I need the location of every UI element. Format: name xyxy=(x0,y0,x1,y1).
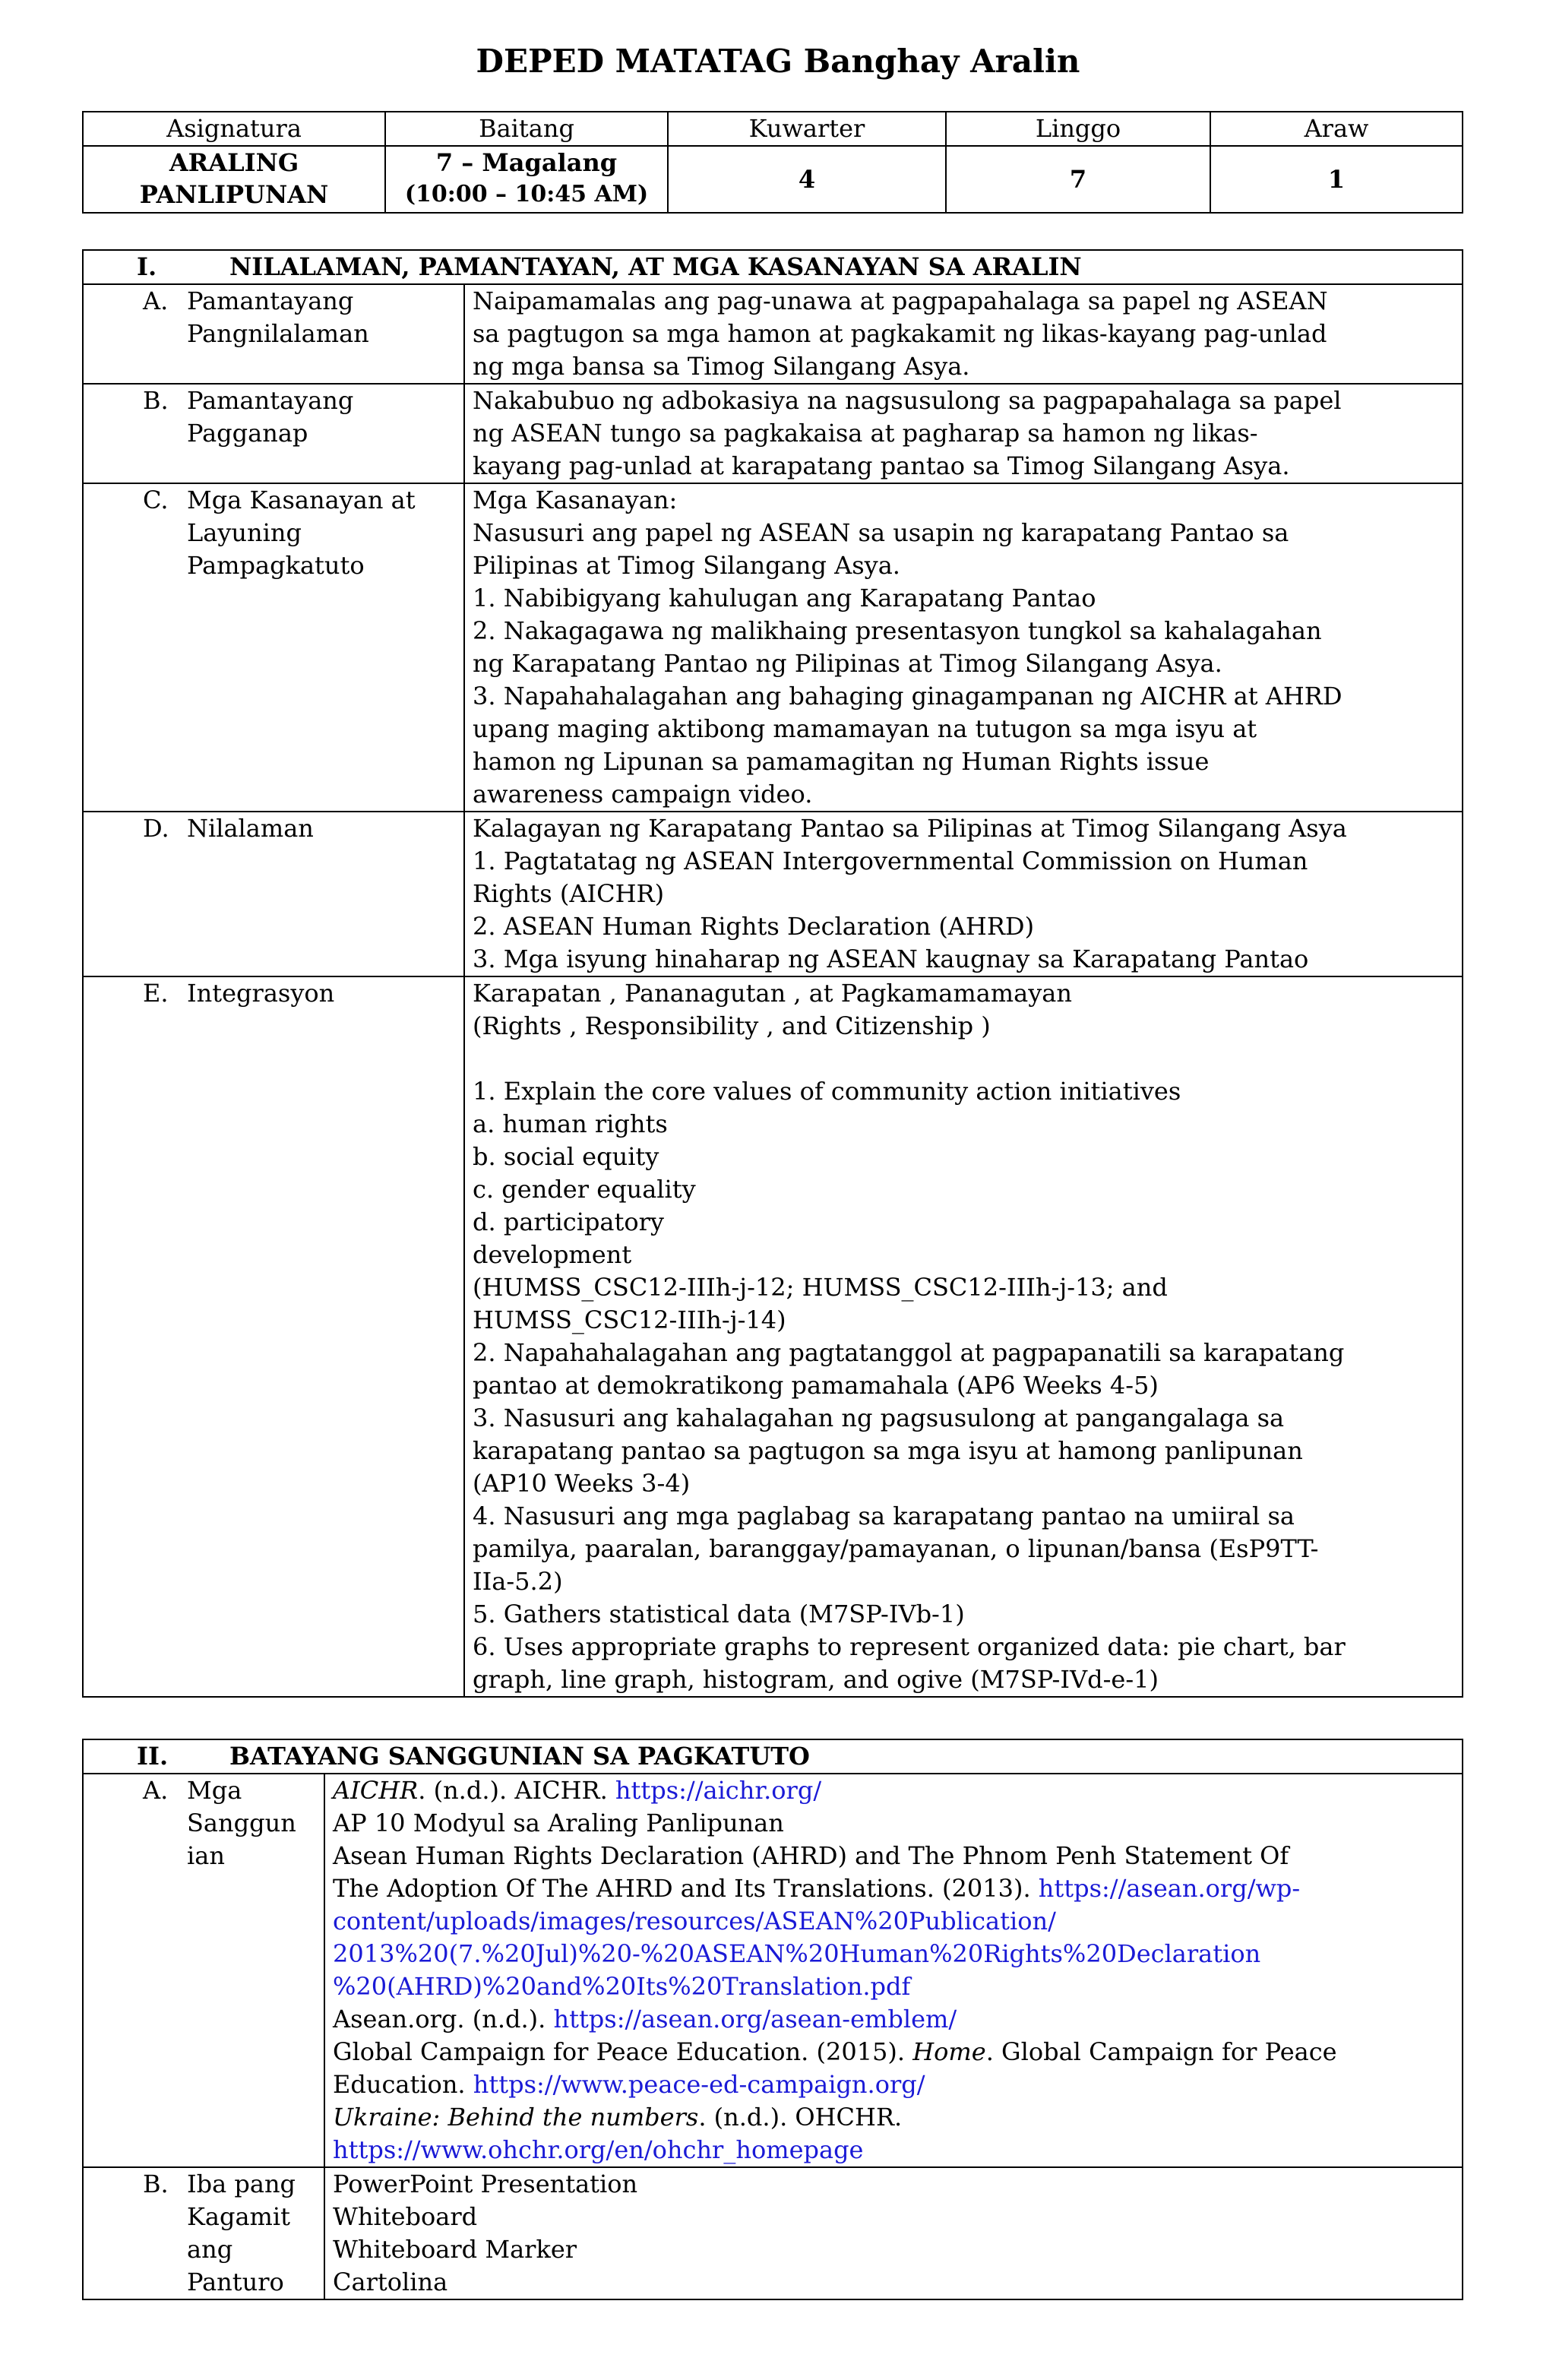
materials-content xyxy=(324,2167,1463,2299)
content-line: upang maging aktibong mamamayan na tutugon sa mga isyu at xyxy=(473,714,1257,743)
content-line: HUMSS_CSC12-IIIh-j-14) xyxy=(473,1306,786,1334)
ref-link[interactable]: https://asean.org/wp- xyxy=(1038,1874,1301,1903)
content-line: Pilipinas at Timog Silangang Asya. xyxy=(473,551,900,580)
row-label: Mga Kasanayan at Layuning Pampagkatuto xyxy=(187,486,416,580)
label-line: Panturo xyxy=(187,2268,284,2296)
row-letter: C. xyxy=(143,486,169,514)
row-iba-pang-kagamitan xyxy=(83,2167,1463,2299)
row-label xyxy=(187,2168,316,2299)
ref-text: . (n.d.). AICHR. xyxy=(418,1776,615,1805)
content-line: 2. Nakagagawa ng malikhaing presentasyon tungkol sa kahalagahan xyxy=(473,616,1322,645)
value-asignatura xyxy=(83,146,385,213)
content-line: awareness campaign video. xyxy=(473,780,813,809)
row-label: Integrasyon xyxy=(187,979,335,1008)
content-line: ng mga bansa sa Timog Silangang Asya. xyxy=(473,352,970,381)
content-line: 3. Nasusuri ang kahalagahan ng pagsusulong at pangangalaga sa xyxy=(473,1404,1285,1432)
content-line: 1. Nabibigyang kahulugan ang Karapatang Pantao xyxy=(473,584,1096,612)
row-label: Pamantayang Pagganap xyxy=(187,386,354,448)
reference-ahrd-line: Asean Human Rights Declaration (AHRD) and The Phnom Penh Statement Of xyxy=(333,1841,1289,1870)
content-line: b. social equity xyxy=(473,1142,659,1171)
content-line: kayang pag-unlad at karapatang pantao sa Timog Silangang Asya. xyxy=(473,451,1290,480)
baitang-time: (10:00 – 10:45 AM) xyxy=(404,181,649,207)
ref-text: Education. xyxy=(333,2070,473,2099)
content-line: d. participatory xyxy=(473,1207,664,1236)
content-line: 2. Napahahalagahan ang pagtatanggol at pagpapanatili sa karapatang xyxy=(473,1338,1345,1367)
content-line: pantao at demokratikong pamamahala (AP6 Weeks 4-5) xyxy=(473,1371,1159,1400)
header-labels-row xyxy=(83,112,1463,146)
content-line: Naipamamalas ang pag-unawa at pagpapahalaga sa papel ng ASEAN xyxy=(473,286,1328,315)
label-asignatura: Asignatura xyxy=(83,112,385,146)
content-line: sa pagtugon sa mga hamon at pagkakamit ng likas-kayang pag-unlad xyxy=(473,319,1327,348)
content-line: Mga Kasanayan: xyxy=(473,486,678,514)
asignatura-line: PANLIPUNAN xyxy=(139,180,329,209)
value-baitang xyxy=(385,146,668,213)
row-letter: E. xyxy=(143,979,169,1008)
material-item: Whiteboard Marker xyxy=(333,2235,577,2264)
label-baitang: Baitang xyxy=(385,112,668,146)
content-line: ng Karapatang Pantao ng Pilipinas at Timog Silangang Asya. xyxy=(473,649,1222,678)
ref-title: Ukraine: Behind the numbers xyxy=(333,2103,699,2132)
reference-peace-education xyxy=(333,2068,1454,2101)
label-line: ang xyxy=(187,2235,233,2264)
row-label: Nilalaman xyxy=(187,814,314,843)
ref-link[interactable]: content/uploads/images/resources/ASEAN%20Publication/ xyxy=(333,1907,1056,1935)
row-pamantayang-pagganap xyxy=(83,384,1463,483)
section-2-table xyxy=(82,1739,1463,2300)
row-nilalaman xyxy=(83,812,1463,976)
content-line: ng ASEAN tungo sa pagkakaisa at pagharap sa hamon ng likas- xyxy=(473,419,1258,448)
row-label: Pamantayang Pangnilalaman xyxy=(187,286,369,348)
content-line: Rights (AICHR) xyxy=(473,879,665,908)
row-letter: D. xyxy=(143,814,169,843)
row-content xyxy=(464,976,1463,1697)
content-line: pamilya, paaralan, baranggay/pamayanan, o lipunan/bansa (EsP9TT- xyxy=(473,1534,1319,1563)
content-line: (Rights , Responsibility , and Citizenship ) xyxy=(473,1011,991,1040)
references-content xyxy=(324,1774,1463,2167)
reference-peace-education xyxy=(333,2036,1454,2068)
content-line: c. gender equality xyxy=(473,1175,696,1204)
content-line: development xyxy=(473,1240,632,1269)
content-line: (AP10 Weeks 3-4) xyxy=(473,1469,691,1498)
row-content xyxy=(464,284,1463,384)
content-line: Karapatan , Pananagutan , at Pagkamamamayan xyxy=(473,979,1072,1008)
ref-text: The Adoption Of The AHRD and Its Translations. (2013). xyxy=(333,1874,1039,1903)
section-2-number: II. xyxy=(137,1742,169,1771)
section-2-title: BATAYANG SANGGUNIAN SA PAGKATUTO xyxy=(229,1742,810,1771)
ref-link[interactable]: https://www.ohchr.org/en/ohchr_homepage xyxy=(333,2135,864,2164)
label-line: Sanggun xyxy=(187,1809,296,1837)
content-line: a. human rights xyxy=(473,1109,668,1138)
content-line: (HUMSS_CSC12-IIIh-j-12; HUMSS_CSC12-IIIh-j-13; and xyxy=(473,1273,1168,1302)
content-line: 3. Napahahalagahan ang bahaging ginagampanan ng AICHR at AHRD xyxy=(473,682,1343,711)
header-values-row xyxy=(83,146,1463,213)
section-1-number: I. xyxy=(137,252,157,281)
row-letter: A. xyxy=(143,1776,169,1805)
label-kuwarter: Kuwarter xyxy=(668,112,946,146)
ref-link[interactable]: %20(AHRD)%20and%20Its%20Translation.pdf xyxy=(333,1972,911,2001)
content-line: 3. Mga isyung hinaharap ng ASEAN kaugnay sa Karapatang Pantao xyxy=(473,945,1309,973)
ref-title: Home xyxy=(912,2037,986,2066)
ref-link[interactable]: https://asean.org/asean-emblem/ xyxy=(553,2005,957,2033)
content-line: Nakabubuo ng adbokasiya na nagsusulong sa pagpapahalaga sa papel xyxy=(473,386,1342,415)
reference-aichr xyxy=(333,1774,1454,1807)
ref-text: Global Campaign for Peace Education. (2015). xyxy=(333,2037,913,2066)
reference-ap10: AP 10 Modyul sa Araling Panlipunan xyxy=(333,1809,784,1837)
content-line: 5. Gathers statistical data (M7SP-IVb-1) xyxy=(473,1600,965,1628)
ref-link[interactable]: https://www.peace-ed-campaign.org/ xyxy=(473,2070,925,2099)
row-pamantayang-pangnilalaman xyxy=(83,284,1463,384)
content-line: 2. ASEAN Human Rights Declaration (AHRD) xyxy=(473,912,1035,941)
asignatura-line: ARALING xyxy=(169,148,299,177)
content-line: Nasusuri ang papel ng ASEAN sa usapin ng karapatang Pantao sa xyxy=(473,518,1289,547)
row-mga-kasanayan xyxy=(83,483,1463,812)
row-mga-sanggunian xyxy=(83,1774,1463,2167)
label-linggo: Linggo xyxy=(946,112,1210,146)
reference-ohchr xyxy=(333,2101,1454,2134)
content-line: 1. Explain the core values of community action initiatives xyxy=(473,1077,1181,1106)
content-line: hamon ng Lipunan sa pamamagitan ng Human Rights issue xyxy=(473,747,1210,776)
ref-text: . Global Campaign for Peace xyxy=(985,2037,1337,2066)
section-1-table xyxy=(82,249,1463,1698)
row-content xyxy=(464,812,1463,976)
row-label xyxy=(187,1774,316,1872)
material-item: Cartolina xyxy=(333,2268,448,2296)
label-line: Mga xyxy=(187,1776,242,1805)
document-title: DEPED MATATAG Banghay Aralin xyxy=(476,43,1080,80)
row-content xyxy=(464,483,1463,812)
ref-link[interactable]: https://aichr.org/ xyxy=(615,1776,822,1805)
value-araw: 1 xyxy=(1210,146,1463,213)
header-table xyxy=(82,111,1463,214)
label-araw: Araw xyxy=(1210,112,1463,146)
row-content xyxy=(464,384,1463,483)
label-line: ian xyxy=(187,1841,225,1870)
ref-text: Asean.org. (n.d.). xyxy=(333,2005,554,2033)
ref-title: AICHR xyxy=(333,1776,419,1805)
material-item: Whiteboard xyxy=(333,2202,478,2231)
reference-asean-emblem xyxy=(333,2003,1454,2036)
section-2-heading xyxy=(83,1739,1463,1774)
content-line: graph, line graph, histogram, and ogive (M7SP-IVd-e-1) xyxy=(473,1665,1159,1694)
section-1-heading xyxy=(83,250,1463,284)
row-letter: B. xyxy=(143,2170,169,2198)
content-line: 4. Nasusuri ang mga paglabag sa karapatang pantao na umiiral sa xyxy=(473,1502,1295,1530)
value-linggo: 7 xyxy=(946,146,1210,213)
label-line: Kagamit xyxy=(187,2202,290,2231)
row-letter: A. xyxy=(143,286,169,315)
reference-ahrd-line xyxy=(333,1872,1454,1905)
content-line: 6. Uses appropriate graphs to represent organized data: pie chart, bar xyxy=(473,1632,1346,1661)
row-integrasyon xyxy=(83,976,1463,1697)
value-kuwarter: 4 xyxy=(668,146,946,213)
section-1-title: NILALAMAN, PAMANTAYAN, AT MGA KASANAYAN SA ARALIN xyxy=(229,252,1082,281)
ref-text: . (n.d.). OHCHR. xyxy=(698,2103,903,2132)
material-item: PowerPoint Presentation xyxy=(333,2170,638,2198)
content-line: 1. Pagtatatag ng ASEAN Intergovernmental Commission on Human xyxy=(473,847,1308,875)
label-line: Iba pang xyxy=(187,2170,296,2198)
blank-line xyxy=(473,1043,1454,1075)
content-line: Kalagayan ng Karapatang Pantao sa Pilipinas at Timog Silangang Asya xyxy=(473,814,1347,843)
content-line: karapatang pantao sa pagtugon sa mga isyu at hamong panlipunan xyxy=(473,1436,1303,1465)
ref-link[interactable]: 2013%20(7.%20Jul)%20-%20ASEAN%20Human%20Rights%20Declaration xyxy=(333,1939,1261,1968)
baitang-line: 7 – Magalang xyxy=(435,148,618,177)
row-letter: B. xyxy=(143,386,169,415)
content-line: IIa-5.2) xyxy=(473,1567,563,1596)
